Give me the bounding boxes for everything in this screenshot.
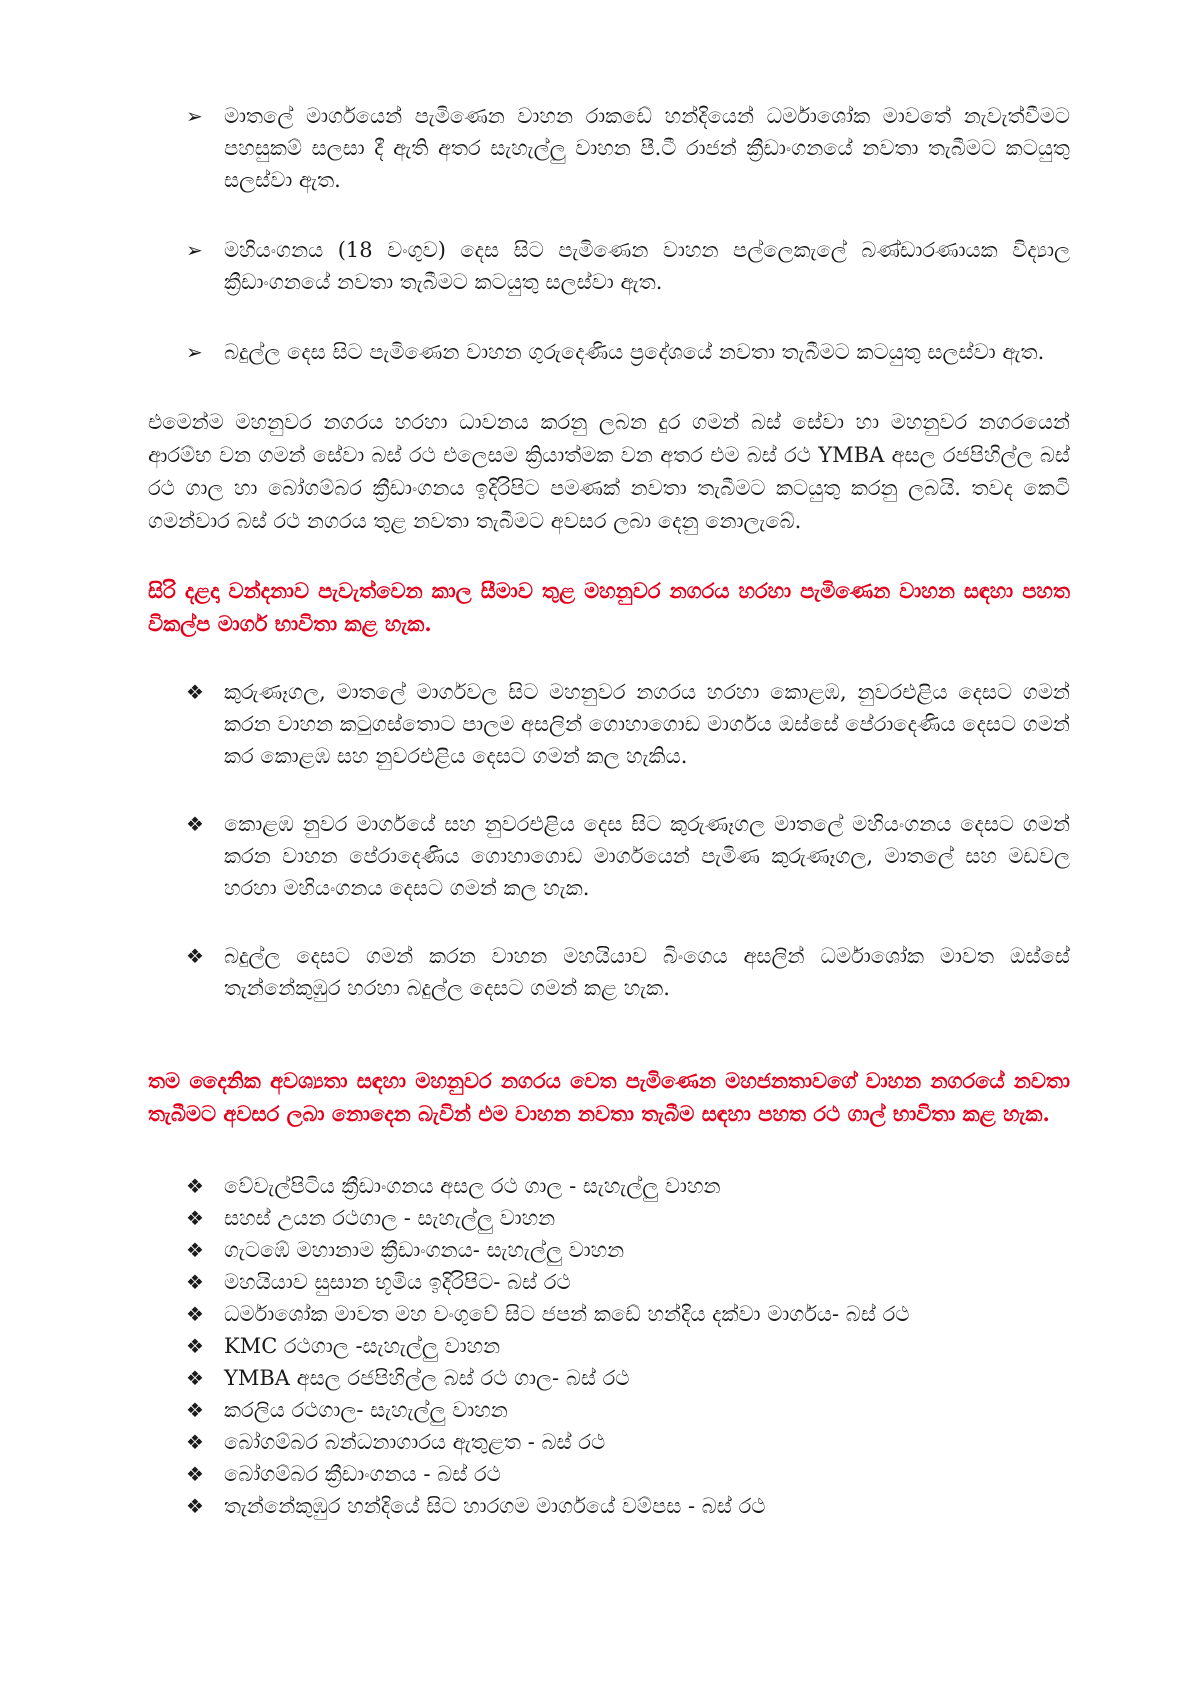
list-item: ❖ බදුල්ල දෙසට ගමන් කරන වාහන මහයියාව බිංගෙය අසලින් ධර්මාශෝක මාවත ඔස්සේ තැන්නේකුඹුර හරහා බදුල්ල දෙසට ගමන් කළ හැක.	[186, 940, 1070, 1004]
list-item: ❖ බෝගම්බර බන්ධනාගාරය ඇතුළත - බස් රථ	[186, 1426, 1070, 1458]
four-diamond-bullet-icon: ❖	[186, 944, 204, 968]
four-diamond-bullet-icon: ❖	[186, 812, 204, 836]
list-item: ❖ කොළඹ නුවර මාර්ගයේ සහ නුවරඑළිය දෙස සිට කුරුණෑගල මාතලේ මහියංගනය දෙසට ගමන් කරන වාහන පේරාදෙණිය ගොහාගොඩ මාර්ගයෙන් පැමිණ කුරුණෑගල, මාතලේ සහ මඩවල හරහා මහියංගනය දෙසට ගමන් කල හැක.	[186, 808, 1070, 904]
four-diamond-bullet-icon: ❖	[186, 1494, 204, 1518]
list-item: ❖ ගැටඹේ මහානාම ක්‍රීඩාංගනය- සැහැල්ලු වාහන	[186, 1234, 1070, 1266]
list-item: ➢ බදුල්ල දෙස සිට පැමිණෙන වාහන ගුරුදෙණිය ප්‍රදේශයේ නවතා තැබීමට කටයුතු සලස්වා ඇත.	[186, 336, 1070, 368]
bus-service-paragraph: එමෙන්ම මහනුවර නගරය හරහා ධාවනය කරනු ලබන දුර ගමන් බස් සේවා හා මහනුවර නගරයෙන් ආරම්භ වන ගමන් සේවා බස් රථ එලෙසම ක්‍රියාත්මක වන අතර එම බස් රථ YMBA අසල රජපිහිල්ල බස් රථ ගාල හා බෝගම්බර ක්‍රීඩාංගනය ඉදිරිපිට පමණක් නවතා තැබීමට කටයුතු කරනු ලබයි. තවද කෙටි ගමන්වාර බස් රථ නගරය තුළ නවතා තැබීමට අවසර ලබා දෙනු නොලැබේ.	[148, 410, 1070, 533]
list-item: ❖ වේවැල්පිටිය ක්‍රීඩාංගනය අසල රථ ගාල - සැහැල්ලු වාහන	[186, 1170, 1070, 1202]
alternative-routes-heading: සිරි දළදා වන්දනාව පැවැත්වෙන කාල සීමාව තුළ මහනුවර නගරය හරහා පැමිණෙන වාහන සඳහා පහත විකල්ප මාර්ග භාවිතා කළ හැක.	[148, 578, 1070, 636]
list-item: ❖ සහස් උයන රථගාල - සැහැල්ලු වාහන	[186, 1202, 1070, 1234]
list-item: ➢ මහියංගනය (18 වංගුව) දෙස සිට පැමිණෙන වාහන පල්ලෙකැලේ බණ්ඩාරණායක විද්‍යාල ක්‍රීඩාංගනයේ නවතා තැබීමට කටයුතු සලස්වා ඇත.	[186, 234, 1070, 298]
list-item: ❖ කරලිය රථගාල- සැහැල්ලු වාහන	[186, 1394, 1070, 1426]
alternative-routes-list	[186, 676, 1070, 1004]
four-diamond-bullet-icon: ❖	[186, 1174, 204, 1198]
list-item: ❖ කුරුණෑගල, මාතලේ මාර්ගවල සිට මහනුවර නගරය හරහා කොළඹ, නුවරඑළිය දෙසට ගමන් කරන වාහන කටුගස්තොට පාලම අසලින් ගොහාගොඩ මාර්ගය ඔස්සේ පේරාදෙණිය දෙසට ගමන් කර කොළඹ සහ නුවරඑළිය දෙසට ගමන් කල හැකිය.	[186, 676, 1070, 772]
four-diamond-bullet-icon: ❖	[186, 1206, 204, 1230]
list-item: ❖ තැන්නේකුඹුර හන්දියේ සිට හාරගම මාර්ගයේ වම්පස - බස් රථ	[186, 1490, 1070, 1522]
list-item: ❖ මහයියාව සුසාන භූමිය ඉදිරිපිට- බස් රථ	[186, 1266, 1070, 1298]
vehicle-parking-list	[186, 100, 1070, 368]
four-diamond-bullet-icon: ❖	[186, 1398, 204, 1422]
list-item: ❖ ධර්මාශෝක මාවත මහ වංගුවේ සිට ජපන් කඩේ හන්දිය දක්වා මාර්ගය- බස් රථ	[186, 1298, 1070, 1330]
four-diamond-bullet-icon: ❖	[186, 1238, 204, 1262]
four-diamond-bullet-icon: ❖	[186, 1430, 204, 1454]
four-diamond-bullet-icon: ❖	[186, 1366, 204, 1390]
four-diamond-bullet-icon: ❖	[186, 1462, 204, 1486]
arrowhead-bullet-icon: ➢	[186, 104, 203, 128]
parking-lots-list	[186, 1170, 1070, 1522]
list-item: ❖ KMC රථගාල -සැහැල්ලු වාහන	[186, 1330, 1070, 1362]
list-item: ❖ බෝගම්බර ක්‍රීඩාංගනය - බස් රථ	[186, 1458, 1070, 1490]
arrowhead-bullet-icon: ➢	[186, 340, 203, 364]
arrowhead-bullet-icon: ➢	[186, 238, 203, 262]
four-diamond-bullet-icon: ❖	[186, 1270, 204, 1294]
list-item: ➢ මාතලේ මාර්ගයෙන් පැමිණෙන වාහන රාකඩේ හන්දියෙන් ධර්මාශෝක මාවතේ නැවැත්වීමට පහසුකම් සලසා දී ඇති අතර සැහැල්ලු වාහන පී.ටී රාජන් ක්‍රීඩාංගනයේ නවතා තැබීමට කටයුතු සලස්වා ඇත.	[186, 100, 1070, 196]
four-diamond-bullet-icon: ❖	[186, 1334, 204, 1358]
parking-lots-heading: තම දෛනික අවශ්‍යතා සඳහා මහනුවර නගරය වෙත පැමිණෙන මහජනතාවගේ වාහන නගරයේ නවතා තැබීමට අවසර ලබා නොදෙන බැවින් එම වාහන නවතා තැබීම සඳහා පහත රථ ගාල් භාවිතා කළ හැක.	[148, 1068, 1070, 1126]
four-diamond-bullet-icon: ❖	[186, 1302, 204, 1326]
list-item: ❖ YMBA අසල රජපිහිල්ල බස් රථ ගාල- බස් රථ	[186, 1362, 1070, 1394]
four-diamond-bullet-icon: ❖	[186, 680, 204, 704]
